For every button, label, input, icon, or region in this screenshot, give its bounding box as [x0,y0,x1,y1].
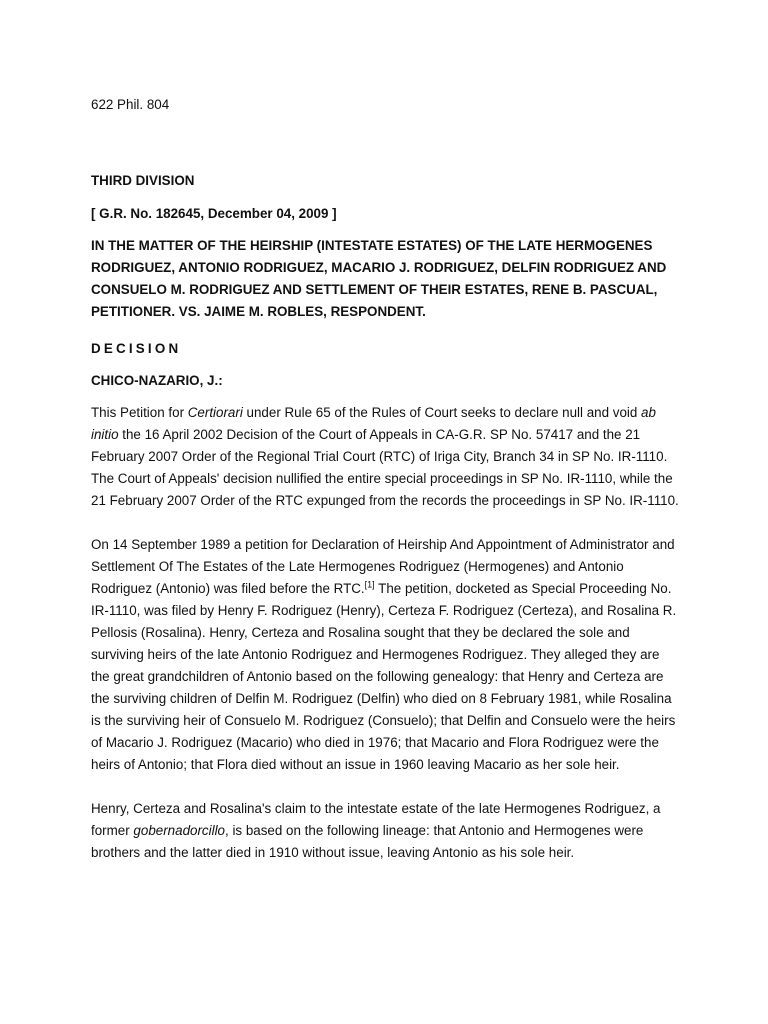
footnote-link[interactable]: [1] [364,579,375,590]
ponente: CHICO-NAZARIO, J.: [91,373,223,388]
division-heading: THIRD DIVISION [91,173,195,188]
case-citation: 622 Phil. 804 [91,97,170,112]
italic-term: Certiorari [187,405,243,420]
italic-term: gobernadorcillo [133,823,225,838]
decision-heading: DECISION [91,341,182,356]
paragraph-1: This Petition for Certiorari under Rule 65 of the Rules of Court seeks to declare null and void ab initio the 16 April 2002 Decision of the Court of Appeals in CA-G.R. SP No. 57417 and the 21 February 2007 Order of the Regional Trial Court (RTC) of Iriga City, Branch 34 in SP No. IR-1110. The Court of Appeals' decision nullified the entire special proceedings in SP No. IR-1110, while the 21 February 2007 Order of the RTC expunged from the records the proceedings in SP No. IR-1110. [91,405,679,508]
paragraph-2: On 14 September 1989 a petition for Declaration of Heirship And Appointment of Administrator and Settlement Of The Estates of the Late Hermogenes Rodriguez (Hermogenes) and Antonio Rodriguez (Antonio) was filed before the RTC.[1] The petition, docketed as Special Proceeding No. IR-1110, was filed by Henry F. Rodriguez (Henry), Certeza F. Rodriguez (Certeza), and Rosalina R. Pellosis (Rosalina). Henry, Certeza and Rosalina sought that they be declared the sole and surviving heirs of the late Antonio Rodriguez and Hermogenes Rodriguez. They alleged they are the great grandchildren of Antonio based on the following genealogy: that Henry and Certeza are the surviving children of Delfin M. Rodriguez (Delfin) who died on 8 February 1981, while Rosalina is the surviving heir of Consuelo M. Rodriguez (Consuelo); that Delfin and Consuelo were the heirs of Macario J. Rodriguez (Macario) who died in 1976; that Macario and Flora Rodriguez were the heirs of Antonio; that Flora died without an issue in 1960 leaving Macario as her sole heir. [91,537,677,772]
case-caption: IN THE MATTER OF THE HEIRSHIP (INTESTATE ESTATES) OF THE LATE HERMOGENES RODRIGUEZ, ANTONIO RODRIGUEZ, MACARIO J. RODRIGUEZ, DELFIN RODRIGUEZ AND CONSUELO M. RODRIGUEZ AND SETTLEMENT OF THEIR ESTATES, RENE B. PASCUAL, PETITIONER. VS. JAIME M. ROBLES, RESPONDENT. [91,238,667,319]
document-page [91,94,681,864]
italic-term: ab initio [91,405,656,442]
paragraph-3: Henry, Certeza and Rosalina's claim to the intestate estate of the late Hermogenes Rodriguez, a former gobernadorcillo, is based on the following lineage: that Antonio and Hermogenes were brothers and the latter died in 1910 without issue, leaving Antonio as his sole heir. [91,801,661,860]
gr-number: [ G.R. No. 182645, December 04, 2009 ] [91,206,337,221]
